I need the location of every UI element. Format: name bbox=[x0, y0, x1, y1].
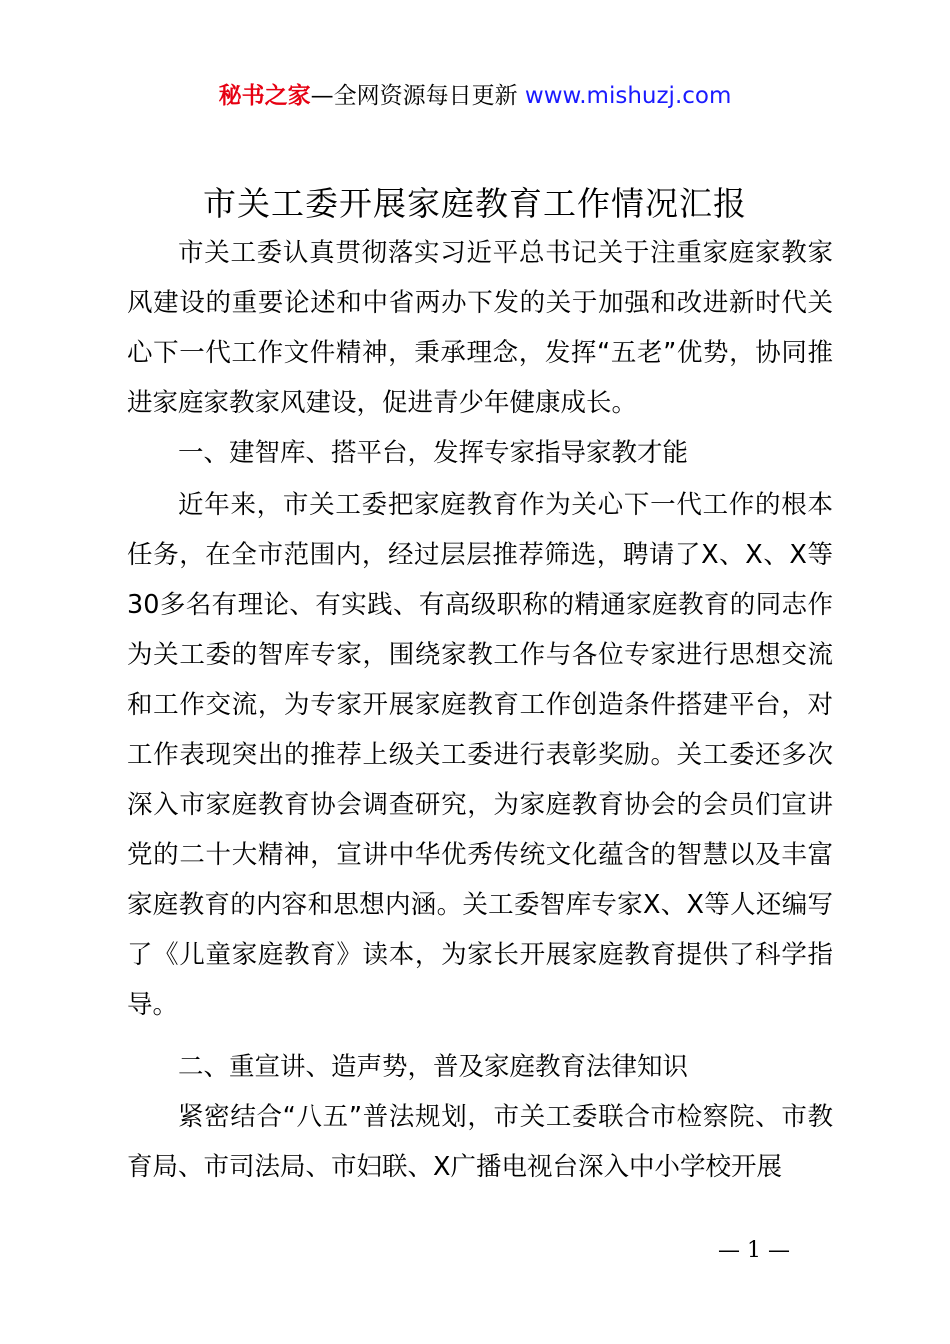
brand-name: 秘书之家 bbox=[218, 83, 311, 109]
section-1-paragraph: 近年来，市关工委把家庭教育作为关心下一代工作的根本任务，在全市范围内，经过层层推荐筛选，聘请了X、X、X等30多名有理论、有实践、有高级职称的精通家庭教育的同志作为关工委的智库专家，围绕家教工作与各位专家进行思想交流和工作交流，为专家开展家庭教育工作创造条件搭建平台，对工作表现突出的推荐上级关工委进行表彰奖励。关工委还多次深入市家庭教育协会调查研究，为家庭教育协会的会员们宣讲党的二十大精神，宣讲中华优秀传统文化蕴含的智慧以及丰富家庭教育的内容和思想内涵。关工委智库专家X、X等人还编写了《儿童家庭教育》读本，为家长开展家庭教育提供了科学指导。 bbox=[127, 490, 833, 1020]
section-heading-2: 二、重宣讲、造声势，普及家庭教育法律知识 bbox=[178, 1052, 689, 1082]
document-body bbox=[127, 228, 833, 1192]
page-number: — 1 — bbox=[718, 1238, 790, 1263]
section-2-paragraph: 紧密结合“八五”普法规划，市关工委联合市检察院、市教育局、市司法局、市妇联、X广播电视台深入中小学校开展 bbox=[127, 1102, 833, 1182]
site-url[interactable]: www.mishuzj.com bbox=[524, 83, 732, 109]
watermark-header bbox=[0, 80, 950, 112]
intro-paragraph: 市关工委认真贯彻落实习近平总书记关于注重家庭家教家风建设的重要论述和中省两办下发的关于加强和改进新时代关心下一代工作文件精神，秉承理念，发挥“五老”优势，协同推进家庭家教家风建设，促进青少年健康成长。 bbox=[127, 238, 833, 418]
header-tagline: —全网资源每日更新 bbox=[310, 83, 518, 109]
document-title: 市关工委开展家庭教育工作情况汇报 bbox=[203, 184, 747, 223]
section-heading-1: 一、建智库、搭平台，发挥专家指导家教才能 bbox=[178, 438, 689, 468]
